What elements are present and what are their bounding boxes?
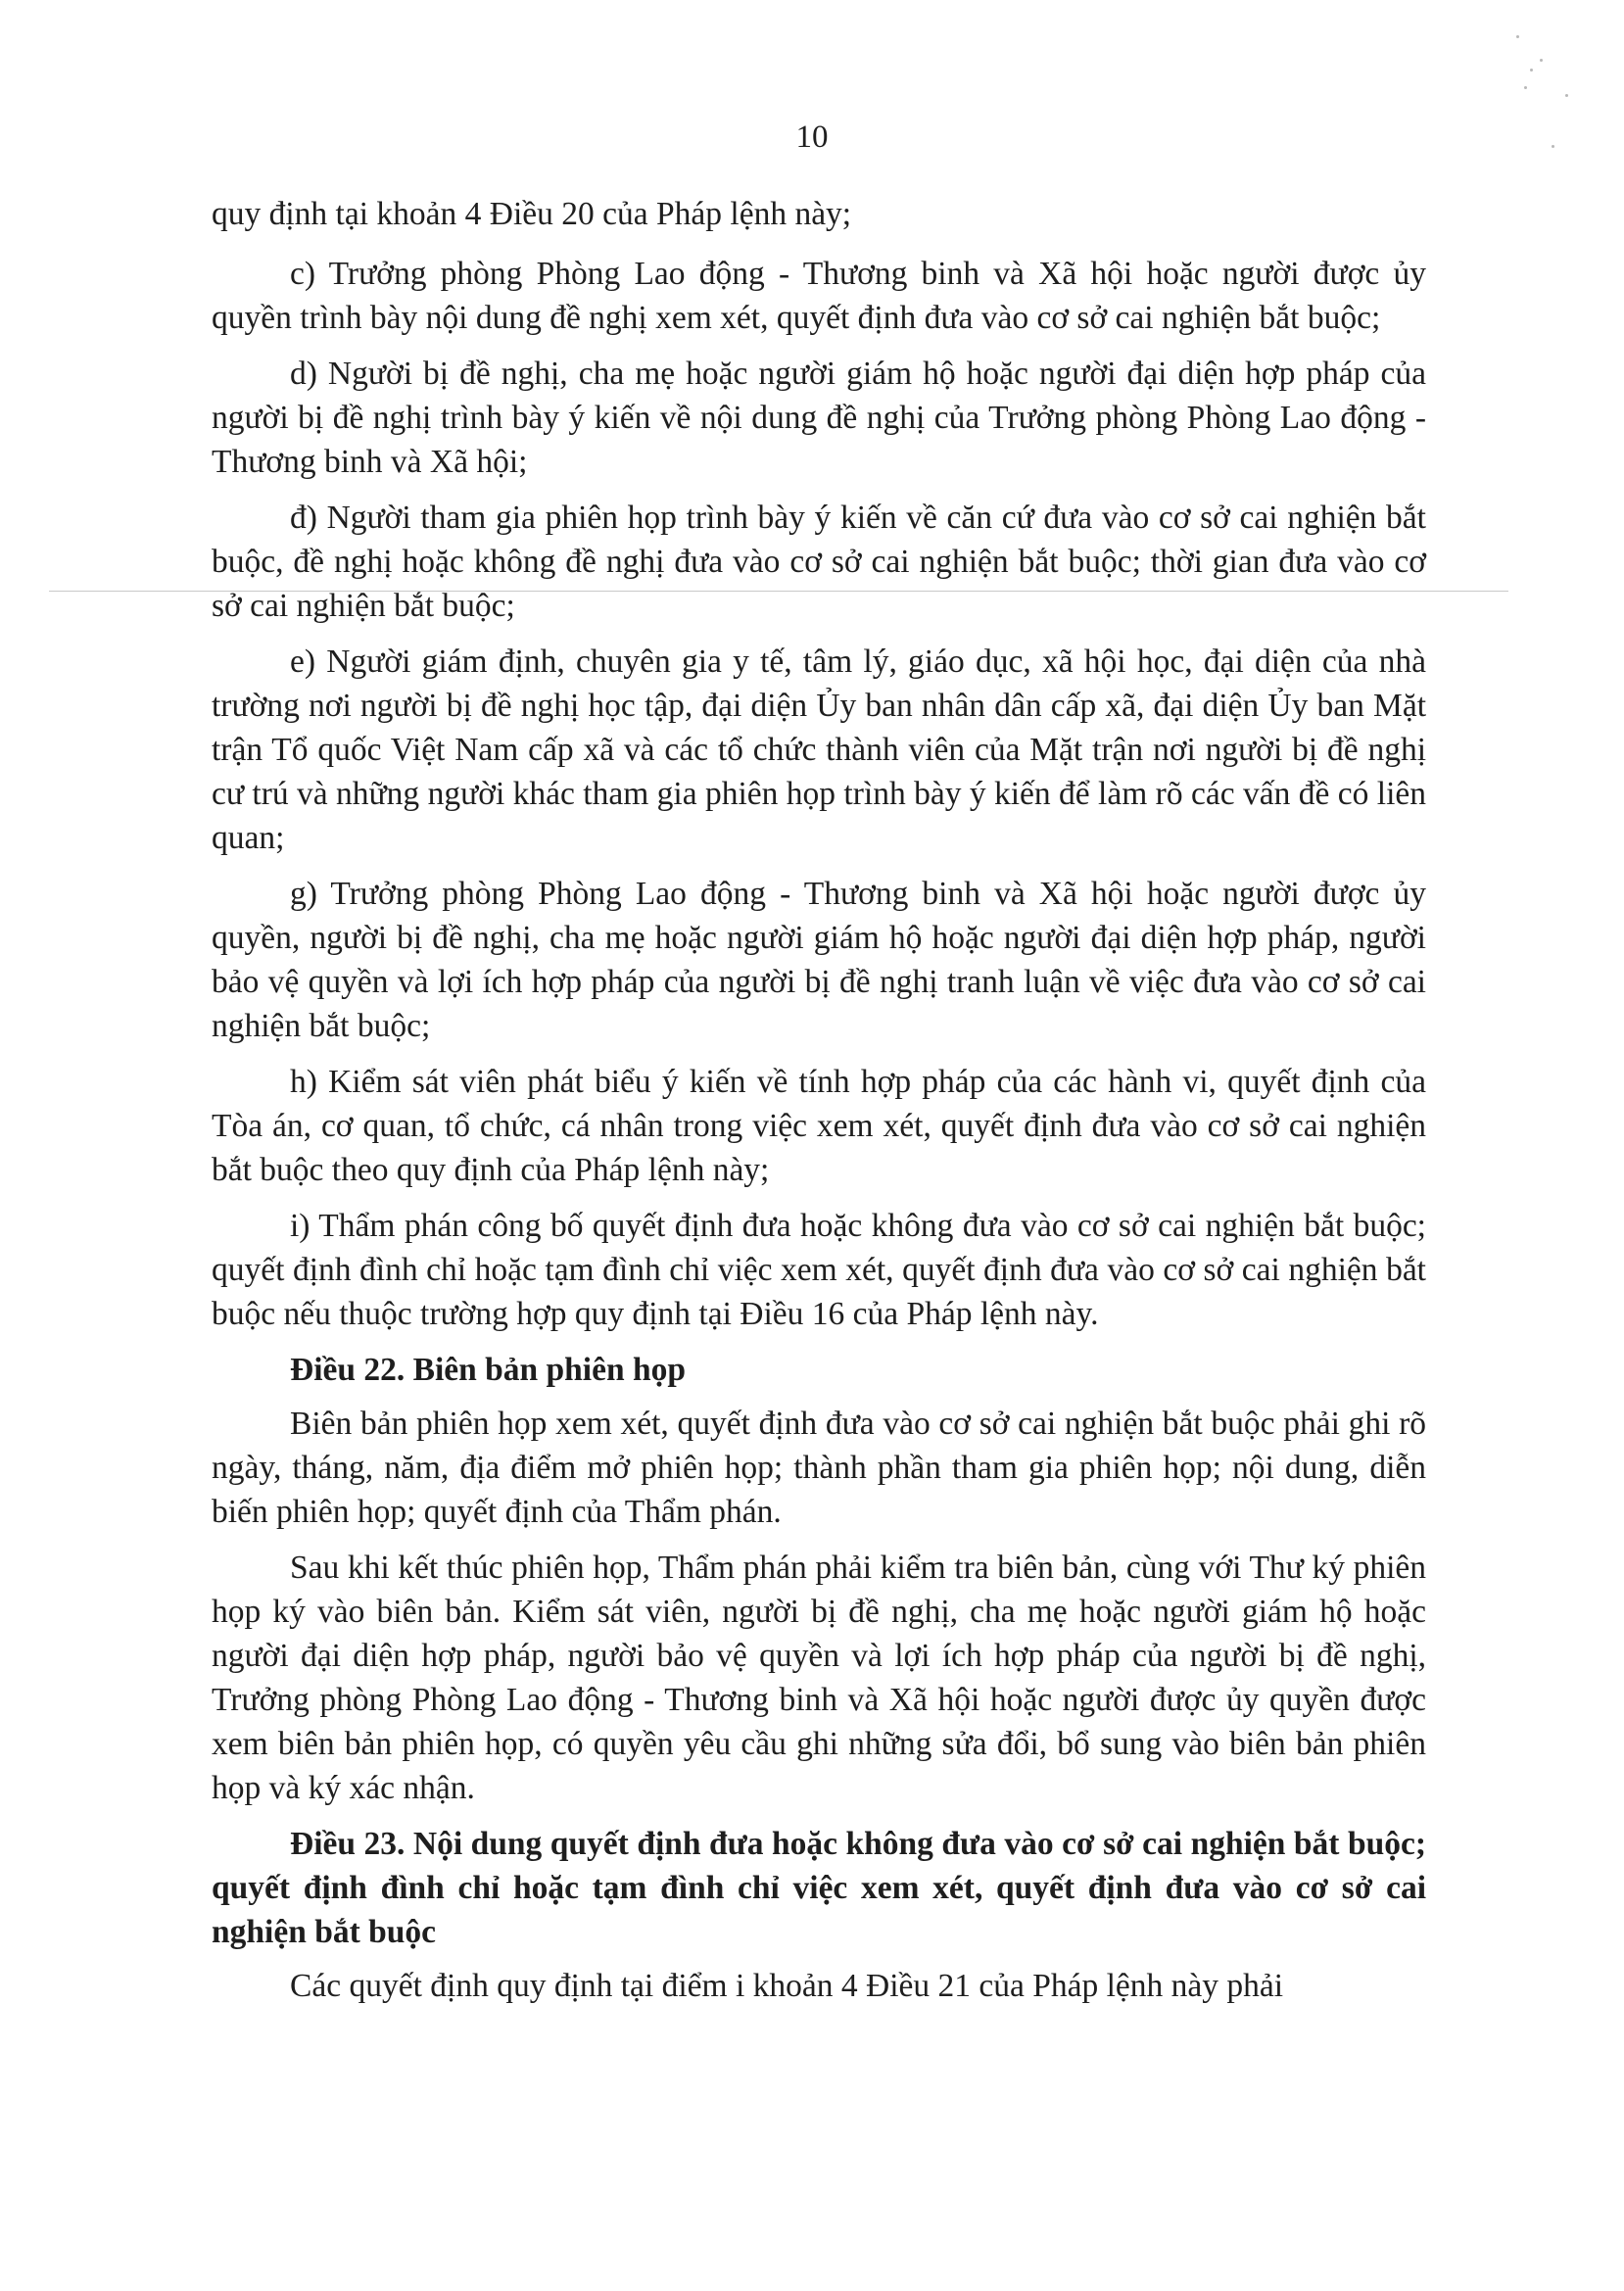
paragraph-item-d: d) Người bị đề nghị, cha mẹ hoặc người giám hộ hoặc người đại diện hợp pháp của người bị đề nghị trình bày ý kiến về nội dung đề nghị của Trưởng phòng Phòng Lao động - Thương binh và Xã hội;	[212, 356, 1426, 480]
article-23-paragraph: Các quyết định quy định tại điểm i khoản 4 Điều 21 của Pháp lệnh này phải	[290, 1968, 1284, 2004]
paragraph-item-c: c) Trưởng phòng Phòng Lao động - Thương binh và Xã hội hoặc người được ủy quyền trình bày nội dung đề nghị xem xét, quyết định đưa vào cơ sở cai nghiện bắt buộc;	[212, 256, 1426, 336]
paragraph-item-h: h) Kiểm sát viên phát biểu ý kiến về tính hợp pháp của các hành vi, quyết định của Tòa án, cơ quan, tổ chức, cá nhân trong việc xem xét, quyết định đưa vào cơ sở cai nghiện bắt buộc theo quy định của Pháp lệnh này;	[212, 1064, 1426, 1188]
article-22-paragraph: Sau khi kết thúc phiên họp, Thẩm phán phải kiểm tra biên bản, cùng với Thư ký phiên họp ký vào biên bản. Kiểm sát viên, người bị đề nghị, cha mẹ hoặc người giám hộ hoặc người đại diện hợp pháp, người bảo vệ quyền và lợi ích hợp pháp của người bị đề nghị, Trưởng phòng Phòng Lao động - Thương binh và Xã hội hoặc người được ủy quyền được xem biên bản phiên họp, có quyền yêu cầu ghi những sửa đổi, bổ sung vào biên bản phiên họp và ký xác nhận.	[212, 1550, 1426, 1806]
paragraph-item-g: g) Trưởng phòng Phòng Lao động - Thương binh và Xã hội hoặc người được ủy quyền, người bị đề nghị, cha mẹ hoặc người giám hộ hoặc người đại diện hợp pháp, người bảo vệ quyền và lợi ích hợp pháp của người bị đề nghị tranh luận về việc đưa vào cơ sở cai nghiện bắt buộc;	[212, 876, 1426, 1044]
paragraph-item-i: i) Thẩm phán công bố quyết định đưa hoặc không đưa vào cơ sở cai nghiện bắt buộc; quyết định đình chỉ hoặc tạm đình chỉ việc xem xét, quyết định đưa vào cơ sở cai nghiện bắt buộc nếu thuộc trường hợp quy định tại Điều 16 của Pháp lệnh này.	[212, 1208, 1426, 1332]
page-number: 10	[795, 119, 829, 155]
article-23-heading: Điều 23. Nội dung quyết định đưa hoặc không đưa vào cơ sở cai nghiện bắt buộc; quyết định đình chỉ hoặc tạm đình chỉ việc xem xét, quyết định đưa vào cơ sở cai nghiện bắt buộc	[212, 1826, 1426, 1950]
paragraph-continuation: quy định tại khoản 4 Điều 20 của Pháp lệnh này;	[212, 196, 852, 232]
article-22-heading: Điều 22. Biên bản phiên họp	[290, 1352, 686, 1388]
paragraph-item-dd: đ) Người tham gia phiên họp trình bày ý kiến về căn cứ đưa vào cơ sở cai nghiện bắt buộc, đề nghị hoặc không đề nghị đưa vào cơ sở cai nghiện bắt buộc; thời gian đưa vào cơ sở cai nghiện bắt buộc;	[212, 500, 1426, 624]
document-body	[212, 192, 1426, 2020]
paragraph-item-e: e) Người giám định, chuyên gia y tế, tâm lý, giáo dục, xã hội học, đại diện của nhà trường nơi người bị đề nghị học tập, đại diện Ủy ban nhân dân cấp xã, đại diện Ủy ban Mặt trận Tổ quốc Việt Nam cấp xã và các tổ chức thành viên của Mặt trận nơi người bị đề nghị cư trú và những người khác tham gia phiên họp trình bày ý kiến để làm rõ các vấn đề có liên quan;	[212, 644, 1426, 856]
article-22-paragraph: Biên bản phiên họp xem xét, quyết định đưa vào cơ sở cai nghiện bắt buộc phải ghi rõ ngày, tháng, năm, địa điểm mở phiên họp; thành phần tham gia phiên họp; nội dung, diễn biến phiên họp; quyết định của Thẩm phán.	[212, 1406, 1426, 1530]
